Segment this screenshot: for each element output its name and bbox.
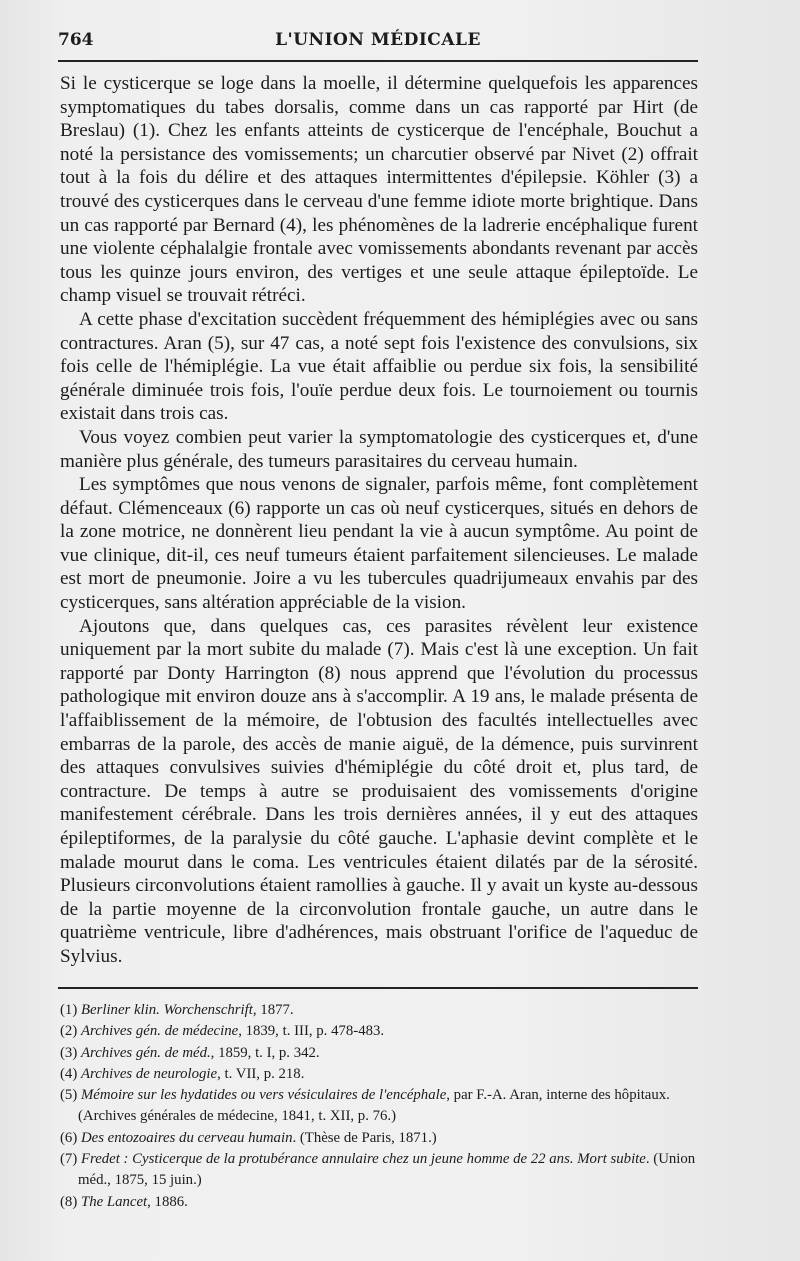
footnote: (4) Archives de neurologie, t. VII, p. 218.: [60, 1065, 305, 1082]
footnote: (7) Fredet : Cysticerque de la protubérance annulaire chez un jeune homme de 22 ans. Mort subite. (Union méd., 1875, 15 juin.): [60, 1151, 696, 1189]
footnote: (3) Archives gén. de méd., 1859, t. I, p. 342.: [60, 1044, 320, 1061]
paragraph: Vous voyez combien peut varier la symptomatologie des cysticerques et, d'une manière plus générale, des tumeurs parasitaires du cerveau humain.: [60, 426, 698, 472]
running-title: L'UNION MÉDICALE: [275, 30, 481, 50]
paragraph: Ajoutons que, dans quelques cas, ces parasites révèlent leur existence uniquement par la mort subite du malade (7). Mais c'est là une exception. Un fait rapporté par Donty Harrington (8) nous apprend que l'évolution du processus pathologique mit environ douze ans à s'accomplir. A 19 ans, le malade présenta de l'affaiblissement de la mémoire, de l'obtusion des facultés intellectuelles avec embarras de la parole, des accès de manie aiguë, de la démence, puis survinrent des attaques convulsives suivies d'hémiplégie du côté droit et, plus tard, de contracture. De temps à autre se produisaient des vomissements d'origine manifestement cérébrale. Dans les trois dernières années, il y eut des attaques épileptiformes, de la paralysie du côté gauche. L'aphasie devint complète et le malade mourut dans le coma. Les ventricules étaient dilatés par de la sérosité. Plusieurs circonvolutions étaient ramollies à gauche. Il y avait un kyste au-dessous de la partie moyenne de la circonvolution frontale gauche, un autre dans le quatrième ventricule, libre d'adhérences, mais obstruant l'orifice de l'aqueduc de Sylvius.: [60, 615, 698, 967]
paragraph: A cette phase d'excitation succèdent fréquemment des hémiplégies avec ou sans contractures. Aran (5), sur 47 cas, a noté sept fois l'existence des convulsions, six fois celle de l'hémiplégie. La vue était affaiblie ou perdue six fois, la sensibilité générale diminuée trois fois, l'ouïe perdue deux fois. Le tournoiement ou tournis existait dans trois cas.: [60, 308, 698, 425]
footnote-rule: [58, 987, 698, 989]
paragraph: Les symptômes que nous venons de signaler, parfois même, font complètement défaut. Clémenceaux (6) rapporte un cas où neuf cysticerques, situés en dehors de la zone motrice, ne donnèrent lieu pendant la vie à aucun symptôme. Au point de vue clinique, dit-il, ces neuf tumeurs étaient parfaitement silencieuses. Le malade est mort de pneumonie. Joire a vu les tubercules quadrijumeaux envahis par des cysticerques, sans altération appréciable de la vision.: [60, 474, 698, 614]
footnote: (6) Des entozoaires du cerveau humain. (Thèse de Paris, 1871.): [60, 1129, 437, 1146]
footnote: (1) Berliner klin. Worchenschrift, 1877.: [60, 1002, 294, 1018]
paragraph: Si le cysticerque se loge dans la moelle, il détermine quelquefois les apparences symptomatiques du tabes dorsalis, comme dans un cas rapporté par Hirt (de Breslau) (1). Chez les enfants atteints de cysticerque de l'encéphale, Bouchut a noté la persistance des vomissements; un charcutier observé par Nivet (2) offrait tout à la fois du délire et des attaques intermittentes d'épilepsie. Köhler (3) a trouvé des cysticerques dans le cerveau d'une femme idiote morte brightique. Dans un cas rapporté par Bernard (4), les phénomènes de la ladrerie encéphalique furent une violente céphalalgie frontale avec vomissements abondants revenant par accès tous les quinze jours environ, des vertiges et une seule attaque épileptoïde. Le champ visuel se trouvait rétréci.: [60, 73, 698, 307]
page-number: 764: [58, 30, 94, 50]
page-header: [58, 30, 698, 54]
header-rule: [58, 60, 698, 62]
footnotes: [60, 1000, 698, 1213]
footnote: (5) Mémoire sur les hydatides ou vers vésiculaires de l'encéphale, par F.-A. Aran, interne des hôpitaux. (Archives générales de médecine, 1841, t. XII, p. 76.): [60, 1087, 670, 1125]
footnote: (8) The Lancet, 1886.: [60, 1193, 188, 1210]
footnote: (2) Archives gén. de médecine, 1839, t. III, p. 478-483.: [60, 1023, 385, 1040]
main-text: [60, 72, 698, 969]
